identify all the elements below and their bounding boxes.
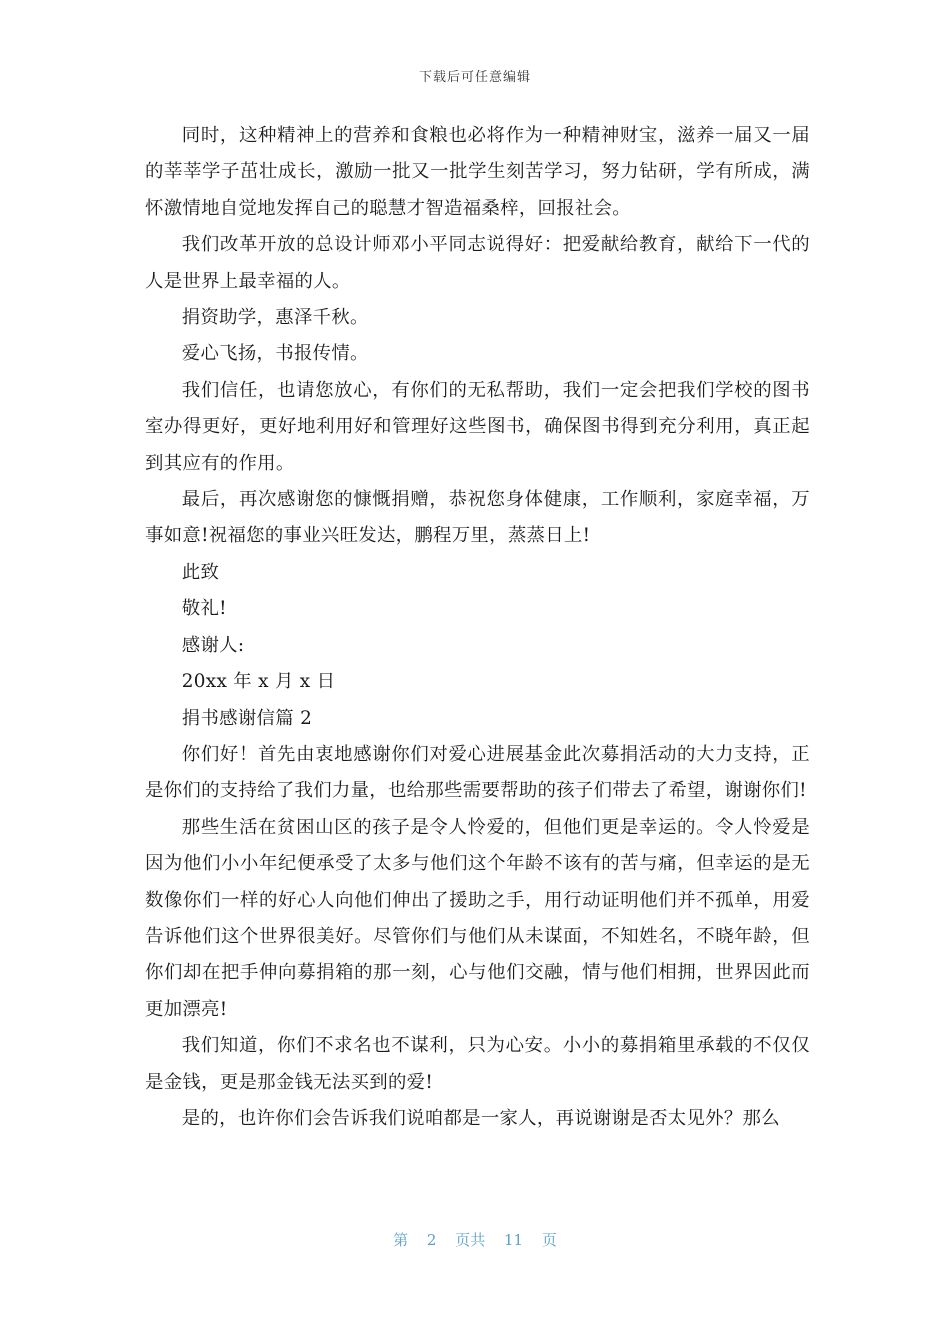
signer-label: 感谢人: <box>181 634 245 656</box>
paragraph-1: 同时，这种精神上的营养和食粮也必将作为一种精神财宝，滋养一届又一届的莘莘学子茁壮成长，激励一批又一批学生刻苦学习，努力钻研，学有所成，满怀激情地自觉地发挥自己的聪慧才智造福桑梓，回报社会。 <box>145 125 810 219</box>
document-body <box>145 118 810 1137</box>
current-page-number: 2 <box>426 1231 437 1249</box>
page-label-middle: 页共 <box>455 1231 486 1249</box>
header-note: 下载后可任意编辑 <box>418 70 531 85</box>
paragraph-9: 我们知道，你们不求名也不谋利，只为心安。小小的募捐箱里承载的不仅仅是金钱，更是那金钱无法买到的爱! <box>145 1035 810 1093</box>
paragraph-10: 是的，也许你们会告诉我们说咱都是一家人，再说谢谢是否太见外？那么 <box>181 1107 780 1129</box>
paragraph-6: 最后，再次感谢您的慷慨捐赠，恭祝您身体健康，工作顺利，家庭幸福，万事如意!祝福您的事业兴旺发达，鹏程万里，蒸蒸日上! <box>145 489 810 547</box>
page-label-suffix: 页 <box>541 1231 557 1249</box>
total-pages-number: 11 <box>504 1231 524 1249</box>
salutation-jingli: 敬礼! <box>181 598 227 620</box>
page-label-prefix: 第 <box>393 1231 409 1249</box>
paragraph-4: 爱心飞扬，书报传情。 <box>181 343 369 365</box>
paragraph-2: 我们改革开放的总设计师邓小平同志说得好：把爱献给教育，献给下一代的人是世界上最幸福的人。 <box>145 234 810 292</box>
paragraph-5: 我们信任，也请您放心，有你们的无私帮助，我们一定会把我们学校的图书室办得更好，更好地利用好和管理好这些图书，确保图书得到充分利用，真正起到其应有的作用。 <box>145 379 810 474</box>
date-line: 20xx 年 x 月 x 日 <box>181 671 336 693</box>
section-title: 捐书感谢信篇 2 <box>181 707 313 729</box>
paragraph-3: 捐资助学，惠泽千秋。 <box>181 307 369 329</box>
paragraph-8: 那些生活在贫困山区的孩子是令人怜爱的，但他们更是幸运的。令人怜爱是因为他们小小年纪便承受了太多与他们这个年龄不该有的苦与痛，但幸运的是无数像你们一样的好心人向他们伸出了援助之手，用行动证明他们并不孤单，用爱告诉他们这个世界很美好。尽管你们与他们从未谋面，不知姓名，不晓年龄，但你们却在把手伸向募捐箱的那一刻，心与他们交融，情与他们相拥，世界因此而更加漂亮! <box>145 816 810 1020</box>
salutation-cizhi: 此致 <box>181 561 220 583</box>
paragraph-7: 你们好！首先由衷地感谢你们对爱心进展基金此次募捐活动的大力支持，正是你们的支持给了我们力量，也给那些需要帮助的孩子们带去了希望，谢谢你们! <box>145 743 810 802</box>
page-footer <box>0 1229 950 1250</box>
